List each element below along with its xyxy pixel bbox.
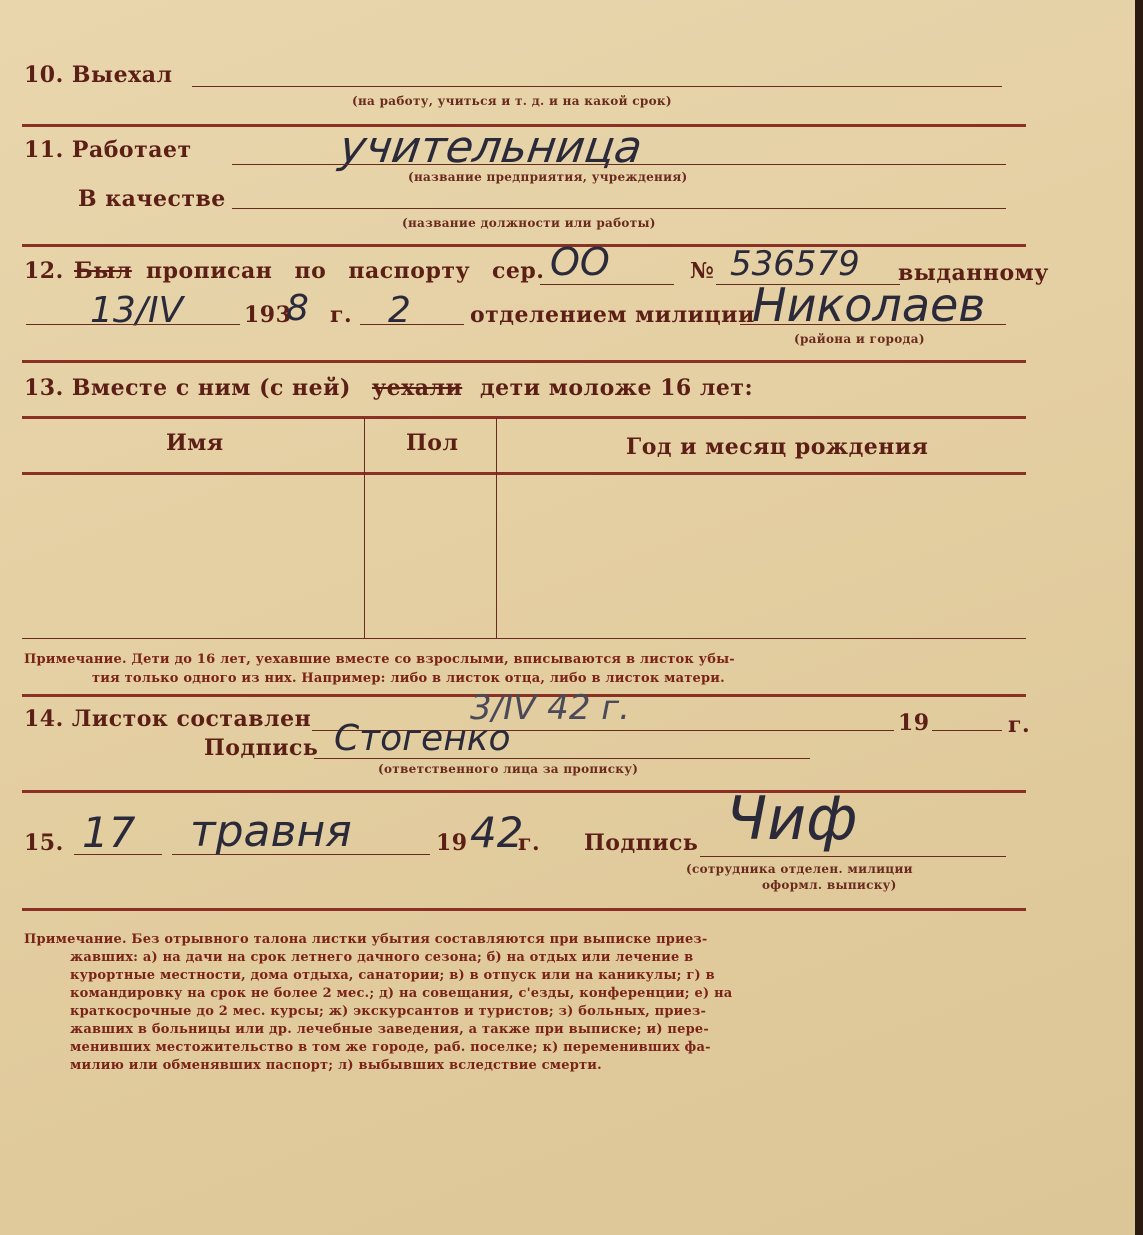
children-col-birth: Год и месяц рождения [626, 434, 929, 460]
note2-line: жавших в больницы или др. лечебные заведения, а также при выписке; и) пере- [70, 1022, 709, 1037]
children-col-name: Имя [166, 430, 224, 456]
row12-city-line [740, 324, 1006, 325]
row14-label: 14. Листок составлен [24, 706, 312, 732]
row12-ser-label: сер. [492, 258, 545, 284]
rule-15 [22, 908, 1026, 911]
row15-g: г. [518, 830, 541, 856]
row12-dept-line [360, 324, 464, 325]
row11-label2: В качестве [78, 186, 226, 212]
rule-12 [22, 360, 1026, 363]
rule-11 [22, 244, 1026, 247]
row15-caption1: (сотрудника отделен. милиции [686, 862, 913, 876]
row15-month-value: травня [190, 806, 352, 857]
row11-caption2: (название должности или работы) [402, 216, 656, 230]
row12-rg: г. [330, 302, 353, 328]
row10-line [192, 86, 1002, 87]
row11-handwriting: учительница [336, 122, 646, 173]
row14-date-value: 3/IV 42 г. [470, 688, 630, 728]
row12-dept-label: отделением милиции [470, 302, 755, 328]
row12-num-value: 536579 [730, 244, 860, 284]
rule-14 [22, 790, 1026, 793]
row14-caption: (ответственного лица за прописку) [378, 762, 639, 776]
row13-label-a: 13. Вместе с ним (с ней) [24, 375, 351, 401]
page-edge-shadow [1135, 0, 1143, 1235]
children-table-divider-1 [364, 418, 365, 638]
row12-issued-label: выданному [898, 260, 1049, 286]
children-table-divider-2 [496, 418, 497, 638]
note2-line: жавших: а) на дачи на срок летнего дачного сезона; б) на отдых или лечение в [70, 950, 694, 965]
note2-line: Примечание. Без отрывного талона листки убытия составляются при выписке приез- [24, 932, 708, 947]
row15-year-value: 42 [470, 808, 524, 857]
row11-line [232, 164, 1006, 165]
row15-month-line [172, 854, 430, 855]
row12-struck: Был [74, 258, 132, 284]
row14-sign-line [314, 758, 810, 759]
row12-ser-line [540, 284, 674, 285]
row15-label: 15. [24, 830, 64, 856]
row14-year-prefix: 19 [898, 710, 930, 736]
row12-date-value: 13/IV [90, 290, 184, 331]
row15-sign-label: Подпись [584, 830, 699, 856]
row13-label-b: дети моложе 16 лет: [480, 375, 754, 401]
row12-number: 12. [24, 258, 64, 284]
row15-day-line [74, 854, 162, 855]
row15-day-value: 17 [82, 808, 136, 857]
row14-g: г. [1008, 712, 1031, 738]
note1-line2: тия только одного из них. Например: либо в листок отца, либо в листок матери. [92, 671, 725, 686]
children-table-top [22, 416, 1026, 419]
row15-sign-value: Чиф [726, 784, 858, 854]
note2-line: менивших местожительство в том же городе, раб. поселке; к) переменивших фа- [70, 1040, 711, 1055]
row14-sign-value: Стогенко [334, 718, 511, 759]
children-table-bottom [22, 638, 1026, 639]
note2-line: милию или обменявших паспорт; л) выбывших вследствие смерти. [70, 1058, 602, 1073]
row15-caption2: оформл. выписку) [762, 878, 897, 892]
children-col-sex: Пол [406, 430, 459, 456]
row11-caption: (название предприятия, учреждения) [408, 170, 688, 184]
row12-city-value: Николаев [752, 278, 986, 332]
row11-line2 [232, 208, 1006, 209]
row12-ser-value: ОО [550, 240, 610, 284]
row12-date-line [26, 324, 240, 325]
note2-line: курортные местности, дома отдыха, санатории; в) в отпуск или на каникулы; г) в [70, 968, 715, 983]
row12-year-prefix: 193 [244, 302, 292, 328]
row11-label: 11. Работает [24, 137, 192, 163]
row12-caption: (района и города) [794, 332, 925, 346]
note2-line: командировку на срок не более 2 мес.; д) на совещания, с'езды, конференции; е) на [70, 986, 733, 1001]
note2-line: краткосрочные до 2 мес. курсы; ж) экскурсантов и туристов; з) больных, приез- [70, 1004, 707, 1019]
row14-sign-label: Подпись [204, 735, 319, 761]
row14-year-line [932, 730, 1002, 731]
row12-label: прописан по паспорту [146, 258, 471, 284]
row15-year-prefix: 19 [436, 830, 468, 856]
row10-label: 10. Выехал [24, 62, 173, 88]
note1-line1: Примечание. Дети до 16 лет, уехавшие вместе со взрослыми, вписываются в листок убы- [24, 652, 735, 667]
row15-sign-line [700, 856, 1006, 857]
row10-caption: (на работу, учиться и т. д. и на какой срок) [352, 94, 672, 108]
row13-struck: уехали [372, 375, 463, 401]
row12-year-value: 8 [286, 288, 309, 329]
children-table-header-rule [22, 472, 1026, 475]
row12-num-label: № [690, 258, 715, 284]
row12-dept-value: 2 [388, 290, 411, 331]
